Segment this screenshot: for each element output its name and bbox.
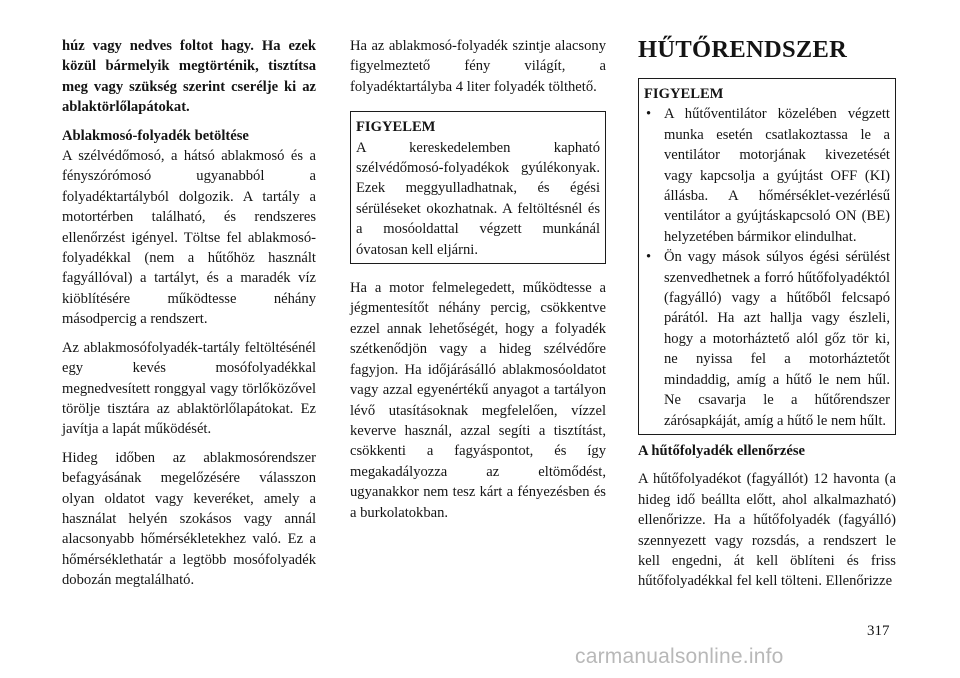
warning-title: FIGYELEM [356,119,436,136]
warning-text: A kereskedelemben kapható szélvédőmosó-folyadékok gyúlékonyak. Ezek meggyulladhatnak, és égési sérüléseket okozhatnak. A feltöltésnél és a mosóoldattal végzett munkánál óvatosan kell eljárni. [356,139,600,258]
body-paragraph: Hideg időben az ablakmosórendszer befagyásának megelőzésére válasszon olyan oldatot vagy keveréket, amely a használat helyén szokásos vagy annál alacsonyabb hőmérsékletekhez való. Ez a hőmérséklethatár a legtöbb mosófolyadék dobozán megtalálható. [62,449,316,589]
page-number: 317 [867,623,890,639]
bullet-dot-icon: • [646,106,652,123]
column-middle [350,36,606,531]
coolant-check-heading: A hűtőfolyadék ellenőrzése [638,442,806,459]
section-title: HŰTŐRENDSZER [638,36,848,63]
body-paragraph: A hűtőfolyadékot (fagyállót) 12 havonta (a hideg idő beállta előtt, ahol alkalmazható) ellenőrizze. Ha a hűtőfolyadék (fagyálló) szennyezett vagy rozsdás, a rendszert le kell engedni, át kell öblíteni és friss hűtőfolyadékkal fel kell tölteni. Ellenőrizze [638,471,896,590]
warning-bullet-text: A hűtőventilátor közelében végzett munka esetén csatlakoztassa le a ventilátor motorjának kivezetését vagy kapcsolja a gyújtást OFF (KI) állásba. A hőmérséklet-vezérlésű ventilátor a gyújtáskapcsoló ON (BE) helyzetében bármikor elindulhat. [664,106,890,245]
warning-title: FIGYELEM [644,86,724,102]
watermark: carmanualsonline.info [575,645,784,668]
warning-box [638,78,896,435]
intro-bold-paragraph: húz vagy nedves foltot hagy. Ha ezek közül bármelyik megtörténik, tisztítsa meg vagy szükség szerint cserélje ki az ablaktörlőlapátokat. [62,38,316,116]
bullet-dot-icon: • [646,249,652,266]
column-left [62,36,316,599]
body-paragraph: Ha az ablakmosó-folyadék szintje alacsony figyelmeztető fény világít, a folyadéktartályba 4 liter folyadék tölthető. [350,38,606,95]
warning-bullet-text: Ön vagy mások súlyos égési sérülést szenvedhetnek a forró hűtőfolyadéktól (fagyálló) vagy a hűtőből felcsapó párától. Ha azt hallja vagy észleli, hogy a motorháztető alól gőz tör ki, ne nyissa fel a motorháztetőt mindaddig, amíg a hűtő le nem hűl. Ne csavarja le a hűtőrendszer zárósapkáját, amíg a hűtő le nem hűlt. [664,249,890,429]
column-right [638,36,896,600]
warning-bullet [644,247,890,431]
warning-bullet [644,104,890,247]
body-paragraph: Az ablakmosófolyadék-tartály feltöltésénél egy kevés mosófolyadékkal megnedvesített ronggyal vagy törlőközővel törölje tisztára az ablaktörlőlapátokat. Ez javítja a lapát működését. [62,339,316,438]
body-paragraph: A szélvédőmosó, a hátsó ablakmosó és a fényszórómosó ugyanabból a folyadéktartályból dolgozik. A tartály a motortérben található, és rendszeres ellenőrzést igényel. Töltse fel ablakmosó-folyadékkal (nem a hűtőhöz használt fagyállóval) a tartályt, és a maradék víz kiöblítésére működtesse néhány másodpercig a rendszert. [62,148,316,328]
body-paragraph: Ha a motor felmelegedett, működtesse a jégmentesítőt néhány percig, csökkentve ezzel annak lehetőségét, hogy a folyadék szétkenődjön vagy a hideg szélvédőre fagyjon. Ha időjárásálló ablakmosóoldatot vagy azzal egyenértékű anyagot a tartályon lévő utasításoknak megfelelően, vízzel keverve használ, azzal segíti a tisztítást, csökkenti a fagyáspontot, és így megakadályozza az eltömődést, ugyanakkor nem tesz kárt a fényezésben és a burkolatokban. [350,280,606,521]
washer-fluid-heading: Ablakmosó-folyadék betöltése [62,127,249,144]
warning-box [350,111,606,264]
